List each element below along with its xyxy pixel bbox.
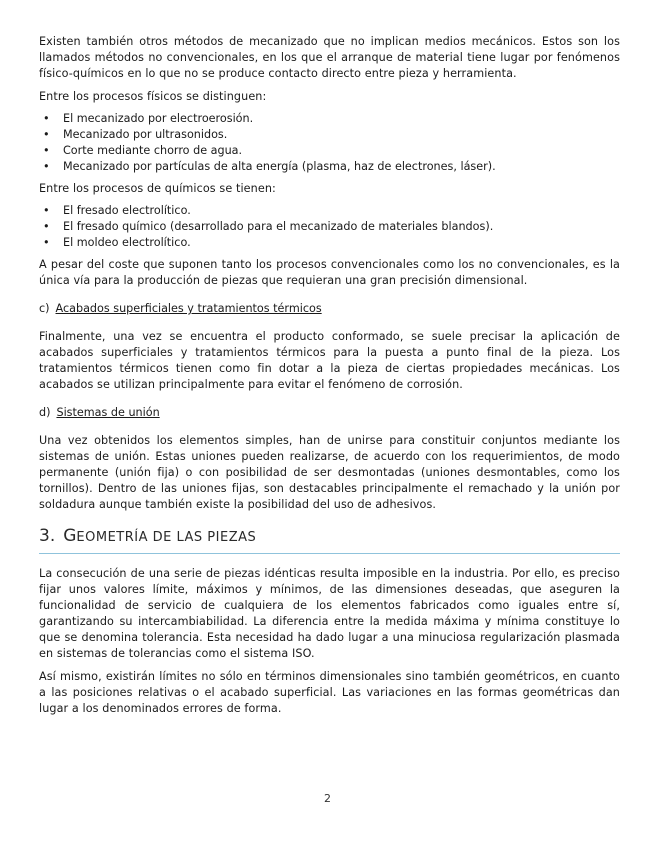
- list-item: • El mecanizado por electroerosión.: [43, 112, 254, 125]
- list-item: • Mecanizado por partículas de alta energía (plasma, haz de electrones, láser).: [43, 160, 496, 173]
- document-page: [39, 34, 620, 717]
- bullet-icon: •: [43, 128, 50, 141]
- paragraph-acabados: Finalmente, una vez se encuentra el producto conformado, se suele precisar la aplicación de acabados superficiales y tratamientos térmicos para la puesta a punto final de la pieza. Los tratamientos térmicos tienen como fin dotar a la pieza de ciertas propiedades mecánicas. Los acabados se utilizan principalmente para evitar el fenómeno de corrosión.: [39, 330, 620, 391]
- paragraph-geometria-2: Así mismo, existirán límites no sólo en términos dimensionales sino también geométricos, en cuanto a las posiciones relativas o el acabado superficial. Las variaciones en las formas geométricas dan lugar a los denominados errores de forma.: [39, 670, 620, 715]
- section-title: 3. GEOMETRÍA DE LAS PIEZAS: [39, 526, 257, 546]
- paragraph-coste: A pesar del coste que suponen tanto los procesos convencionales como los no convencionales, es la única vía para la producción de piezas que requieran una gran precisión dimensional.: [39, 258, 620, 287]
- subheading-sistemas-union: [39, 405, 620, 421]
- paragraph-geometria-1: La consecución de una serie de piezas idénticas resulta imposible en la industria. Por ello, es preciso fijar unos valores límite, máximos y mínimos, de las dimensiones deseadas, que aseguren la funcionalidad de servicio de cualquiera de los elementos fabricados como iguales entre sí, garantizando su intercambiabilidad. La diferencia entre la medida máxima y mínima constituye lo que se denomina tolerancia. Esta necesidad ha dado lugar a una minuciosa regularización plasmada en sistemas de tolerancias como el sistema ISO.: [39, 567, 620, 660]
- bullet-icon: •: [43, 236, 50, 249]
- list-item: • El moldeo electrolítico.: [43, 236, 191, 249]
- list-item: • Corte mediante chorro de agua.: [43, 144, 243, 157]
- bullet-icon: •: [43, 204, 50, 217]
- subheading-title: Acabados superficiales y tratamientos térmicos: [55, 302, 322, 315]
- page-number: 2: [324, 792, 331, 805]
- list-procesos-fisicos: [39, 111, 620, 175]
- subheading-label: c): [39, 302, 50, 315]
- subheading-label: d): [39, 406, 51, 419]
- subheading-title: Sistemas de unión: [56, 406, 160, 419]
- list-item: • El fresado electrolítico.: [43, 204, 191, 217]
- section-heading-geometria: [39, 525, 620, 554]
- subheading-acabados: [39, 301, 620, 317]
- paragraph-union: Una vez obtenidos los elementos simples, han de unirse para constituir conjuntos mediante los sistemas de unión. Estas uniones pueden realizarse, de acuerdo con los requerimientos, de modo permanente (unión fija) o con posibilidad de ser desmontadas (uniones desmontables, como los tornillos). Dentro de las uniones fijas, son destacables principalmente el remachado y la unión por soldadura aunque también existe la posibilidad del uso de adhesivos.: [39, 434, 620, 511]
- list-item: • Mecanizado por ultrasonidos.: [43, 128, 228, 141]
- bullet-icon: •: [43, 160, 50, 173]
- bullet-icon: •: [43, 112, 50, 125]
- list-item: • El fresado químico (desarrollado para el mecanizado de materiales blandos).: [43, 220, 494, 233]
- bullet-icon: •: [43, 220, 50, 233]
- paragraph-fisicos-intro: Entre los procesos físicos se distinguen:: [39, 90, 267, 103]
- paragraph-quimicos-intro: Entre los procesos de químicos se tienen:: [39, 182, 276, 195]
- bullet-icon: •: [43, 144, 50, 157]
- paragraph-intro: Existen también otros métodos de mecanizado que no implican medios mecánicos. Estos son los llamados métodos no convencionales, en los que el arranque de material tiene lugar por fenómenos físico-químicos en lo que no se produce contacto directo entre pieza y herramienta.: [39, 35, 620, 80]
- list-procesos-quimicos: [39, 203, 620, 251]
- section-number: 3.: [39, 526, 56, 546]
